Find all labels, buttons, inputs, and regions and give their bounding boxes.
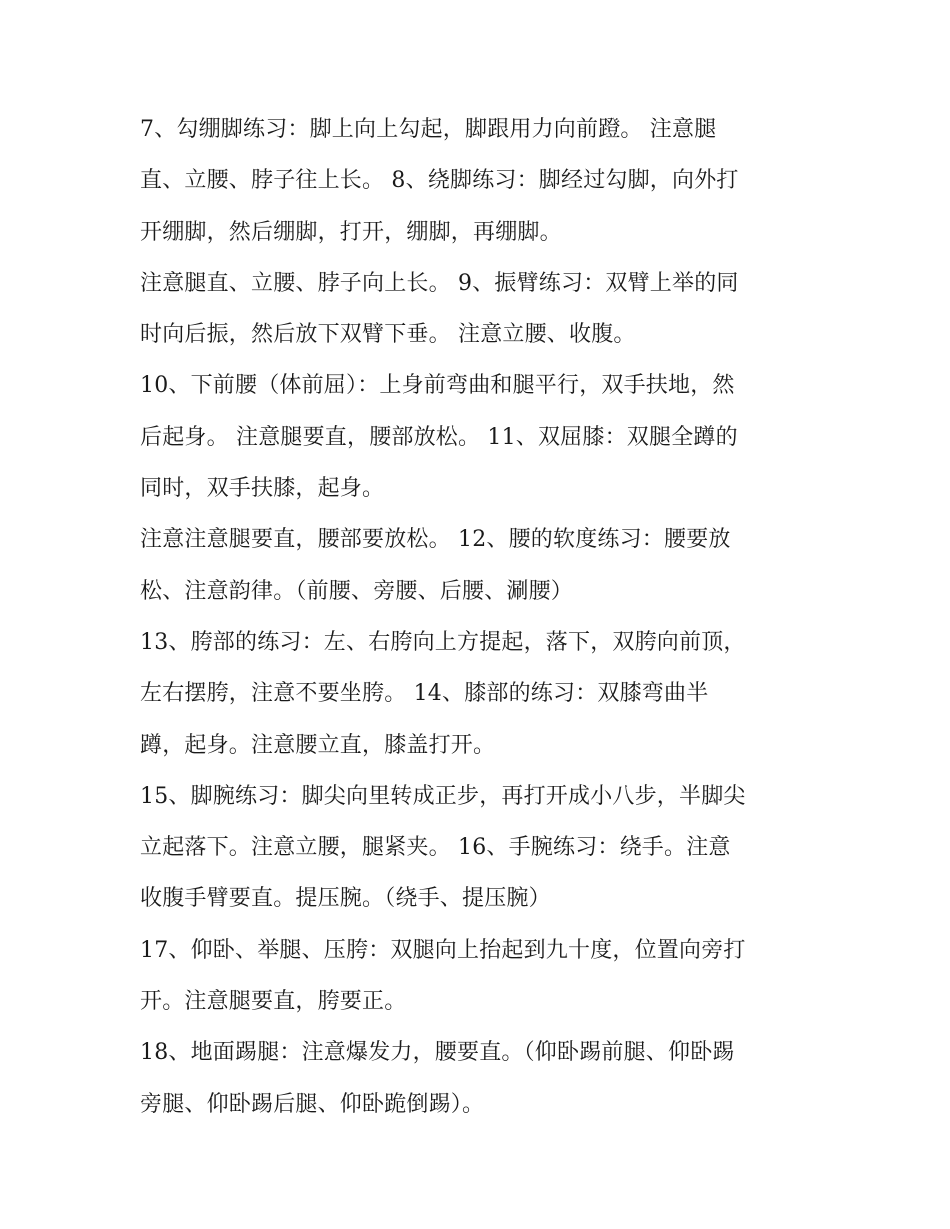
text-line: 时向后振，然后放下双臂下垂。 注意立腰、收腹。 bbox=[140, 322, 636, 348]
text-line: 旁腿、仰卧踢后腿、仰卧跪倒踢）。 bbox=[140, 1091, 485, 1117]
text-line: 18、地面踢腿：注意爆发力，腰要直。（仰卧踢前腿、仰卧踢 bbox=[140, 1040, 735, 1066]
text-line: 注意注意腿要直，腰部要放松。 12、腰的软度练习：腰要放 bbox=[140, 527, 731, 553]
text-line: 松、注意韵律。（前腰、旁腰、后腰、涮腰） bbox=[140, 578, 574, 604]
text-line: 蹲，起身。注意腰立直，膝盖打开。 bbox=[140, 732, 496, 758]
text-line: 15、脚腕练习：脚尖向里转成正步，再打开成小八步，半脚尖 bbox=[140, 783, 746, 809]
text-line: 10、下前腰（体前屈）：上身前弯曲和腿平行，双手扶地，然 bbox=[140, 373, 735, 399]
text-line: 开。注意腿要直，胯要正。 bbox=[140, 989, 407, 1015]
text-line: 注意腿直、立腰、脖子向上长。 9、振臂练习：双臂上举的同 bbox=[140, 270, 739, 296]
document-body bbox=[140, 104, 830, 1130]
text-line: 收腹手臂要直。提压腕。（绕手、提压腕） bbox=[140, 886, 551, 912]
text-line: 直、立腰、脖子往上长。 8、绕脚练习：脚经过勾脚，向外打 bbox=[140, 168, 739, 194]
text-line: 13、胯部的练习：左、右胯向上方提起，落下，双胯向前顶， bbox=[140, 629, 746, 655]
text-line: 开绷脚，然后绷脚，打开，绷脚，再绷脚。 bbox=[140, 219, 562, 245]
text-line: 17、仰卧、举腿、压胯：双腿向上抬起到九十度，位置向旁打 bbox=[140, 937, 746, 963]
text-line: 左右摆胯，注意不要坐胯。 14、膝部的练习：双膝弯曲半 bbox=[140, 681, 709, 707]
text-line: 同时，双手扶膝，起身。 bbox=[140, 476, 385, 502]
text-line: 7、勾绷脚练习：脚上向上勾起，脚跟用力向前蹬。 注意腿 bbox=[140, 117, 717, 142]
text-line: 后起身。 注意腿要直，腰部放松。 11、双屈膝：双腿全蹲的 bbox=[140, 424, 738, 450]
text-line: 立起落下。注意立腰，腿紧夹。 16、手腕练习：绕手。注意 bbox=[140, 835, 731, 861]
